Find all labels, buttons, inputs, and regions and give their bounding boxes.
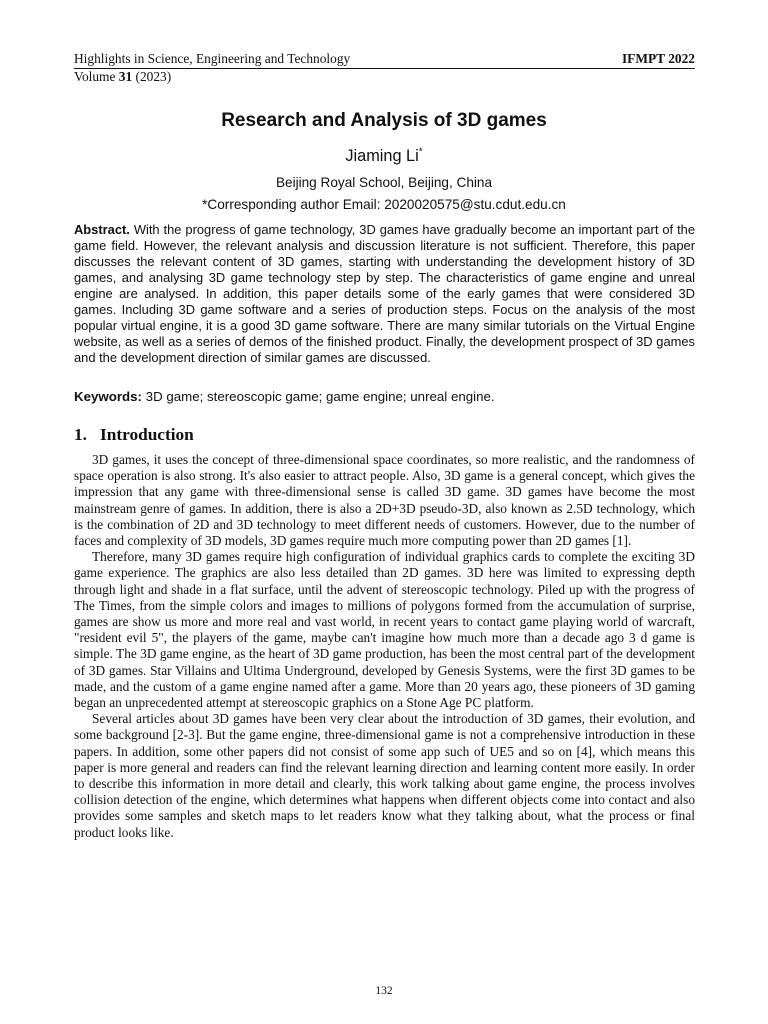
section-number: 1. (74, 425, 87, 444)
paper-title: Research and Analysis of 3D games (221, 110, 547, 131)
journal-name: Highlights in Science, Engineering and Technology (74, 51, 351, 66)
volume-prefix: Volume (74, 69, 119, 84)
page-number: 132 (375, 985, 393, 997)
volume-number: 31 (118, 69, 133, 84)
keywords (74, 388, 695, 405)
keywords-label: Keywords: (74, 389, 142, 404)
keywords-text: 3D game; stereoscopic game; game engine; unreal engine. (141, 389, 495, 404)
running-header (74, 50, 695, 85)
abstract-label: Abstract. (74, 222, 130, 237)
conference-name: IFMPT 2022 (621, 51, 695, 66)
body-paragraph: Therefore, many 3D games require high configuration of individual graphics cards to complete the exciting 3D game experience. The graphics are also less detailed than 2D games. 3D here was limited to expressing depth through light and shade in a flat surface, until the advent of stereoscopic technology. Piled up with the progress of The Times, from the simple colors and images to millions of polygons formed from the accumulation of surprise, games are show us more and more real and vast world, in recent years to contact game playing world of warcraft, "resident evil 5", the players of the game, maybe can't imagine how much more than a decade ago 3 d game is simple. The 3D game engine, as the heart of 3D game production, has been the most central part of the development of 3D games. Star Villains and Ultima Underground, developed by Genesis Systems, were the first 3D games to be made, and the custom of a game engine named after a game. More than 20 years ago, these pioneers of 3D gaming began an unprecedented attempt at stereoscopic graphics on a Stone Age PC platform. (74, 549, 695, 711)
author-line (0, 144, 768, 168)
corresponding-mark: * (418, 146, 423, 158)
corresponding-email: *Corresponding author Email: 2020020575@stu.cdut.edu.cn (202, 197, 566, 212)
abstract-text: With the progress of game technology, 3D games have gradually become an important part of the game field. However, the relevant analysis and discussion literature is not sufficient. Therefore, this paper discusses the relevant content of 3D games, starting with understanding the development history of 3D games, and analysing 3D game technology step by step. The characteristics of game engine and unreal engine are analysed. In addition, this paper details some of the early games that were considered 3D games. Including 3D game software and a series of production steps. Focus on the analysis of the most popular virtual engine, it is a good 3D game software. There are many similar tutorials on the Virtual Engine website, as well as a series of demos of the finished product. Finally, the development prospect of 3D games and the development direction of similar games are discussed. (74, 222, 695, 365)
introduction-body (74, 452, 695, 841)
running-header-row (74, 50, 695, 69)
author-name: Jiaming Li (345, 147, 419, 165)
section-title: Introduction (100, 425, 194, 444)
body-paragraph: 3D games, it uses the concept of three-dimensional space coordinates, so more realistic, and the randomness of space operation is also strong. It's also easier to attract people. Also, 3D game is a general concept, which gives the impression that any game with three-dimensional sense is called 3D game. 3D games have become the most mainstream genre of games. In addition, there is also a 2D+3D pseudo-3D, also known as 2.5D technology, which is the combination of 2D and 3D technology to meet different needs of customers. However, due to the number of faces and complexity of 3D models, 3D games require much more computing power than 2D games [1]. (74, 452, 695, 549)
volume-line (74, 69, 695, 85)
volume-year: (2023) (132, 69, 172, 84)
section-heading-introduction (74, 424, 194, 446)
abstract (74, 222, 695, 366)
affiliation: Beijing Royal School, Beijing, China (275, 175, 493, 190)
body-paragraph: Several articles about 3D games have been very clear about the introduction of 3D games, their evolution, and some background [2-3]. But the game engine, three-dimensional game is not a comprehensive introduction in these papers. In addition, some other papers did not consist of some app such of UE5 and so on [4], which means this paper is more general and readers can find the relevant learning direction and learning content more easily. In order to describe this information in more detail and clearly, this work talking about game engine, the process involves collision detection of the engine, which determines what happens when different objects come into contact and also provides some samples and sketch maps to let readers know what they talking about, what the process or final product looks like. (74, 711, 695, 840)
